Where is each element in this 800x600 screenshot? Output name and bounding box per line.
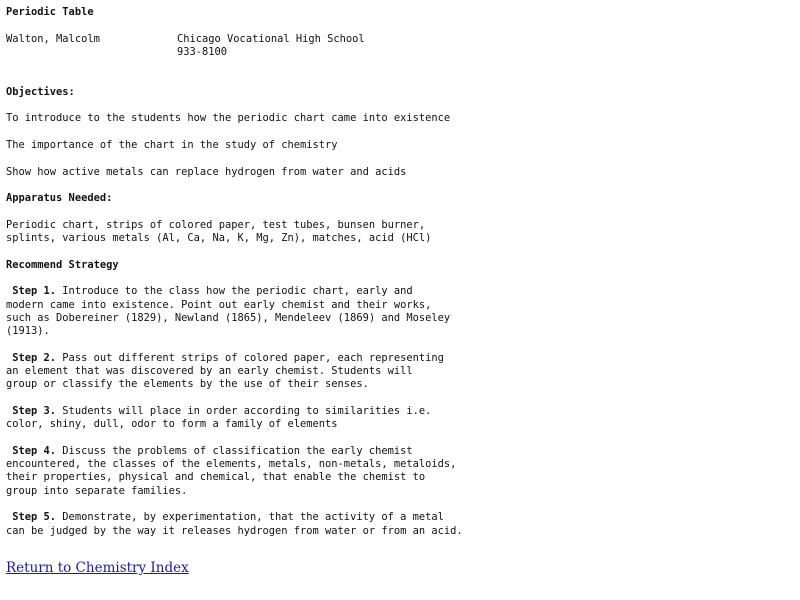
- step-text: Introduce to the class how the periodic chart, early and: [56, 285, 413, 298]
- step-2-first-line: [6, 352, 786, 365]
- step-5-first-line: [6, 511, 786, 524]
- step-text: Discuss the problems of classification the early chemist: [56, 444, 413, 457]
- author-row: [6, 33, 786, 46]
- step-text: Students will place in order according to similarities i.e.: [56, 404, 432, 417]
- step-text: modern came into existence. Point out early chemist and their works,: [6, 298, 432, 311]
- apparatus-heading: Apparatus Needed:: [6, 192, 113, 205]
- objective-item: Show how active metals can replace hydrogen from water and acids: [6, 165, 407, 178]
- objective-item: The importance of the chart in the study of chemistry: [6, 138, 338, 151]
- step-text: can be judged by the way it releases hydrogen from water or from an acid.: [6, 524, 463, 537]
- objectives-heading: Objectives:: [6, 85, 75, 98]
- lesson-document: [6, 6, 786, 538]
- step-text: their properties, physical and chemical, that enable the chemist to: [6, 471, 426, 484]
- step-text: group or classify the elements by the use of their senses.: [6, 378, 369, 391]
- step-text: color, shiny, dull, odor to form a family of elements: [6, 418, 338, 431]
- step-label: Step 4.: [6, 444, 57, 457]
- apparatus-line: Periodic chart, strips of colored paper, test tubes, bunsen burner,: [6, 218, 426, 231]
- step-text: Pass out different strips of colored paper, each representing: [56, 351, 444, 364]
- step-text: encountered, the classes of the elements, metals, non-metals, metaloids,: [6, 458, 457, 471]
- school-phone: 933-8100: [177, 45, 228, 58]
- objective-item: To introduce to the students how the periodic chart came into existence: [6, 112, 451, 125]
- strategy-heading: Recommend Strategy: [6, 258, 119, 271]
- phone-row: [6, 46, 786, 59]
- author-name: Walton, Malcolm: [6, 32, 100, 45]
- apparatus-line: splints, various metals (Al, Ca, Na, K, Mg, Zn), matches, acid (HCl): [6, 232, 432, 245]
- step-4-first-line: [6, 445, 786, 458]
- step-label: Step 2.: [6, 351, 57, 364]
- step-text: (1913).: [6, 325, 50, 338]
- step-text: group into separate families.: [6, 484, 188, 497]
- step-label: Step 3.: [6, 404, 57, 417]
- school-name: Chicago Vocational High School: [177, 32, 365, 45]
- step-3-first-line: [6, 405, 786, 418]
- return-to-chemistry-index-link[interactable]: Return to Chemistry Index: [6, 560, 189, 576]
- step-text: Demonstrate, by experimentation, that the activity of a metal: [56, 511, 444, 524]
- page-title: Periodic Table: [6, 6, 94, 18]
- step-label: Step 1.: [6, 285, 57, 298]
- step-1-first-line: [6, 285, 786, 298]
- step-label: Step 5.: [6, 511, 57, 524]
- step-text: an element that was discovered by an early chemist. Students will: [6, 365, 413, 378]
- step-text: such as Dobereiner (1829), Newland (1865), Mendeleev (1869) and Moseley: [6, 311, 451, 324]
